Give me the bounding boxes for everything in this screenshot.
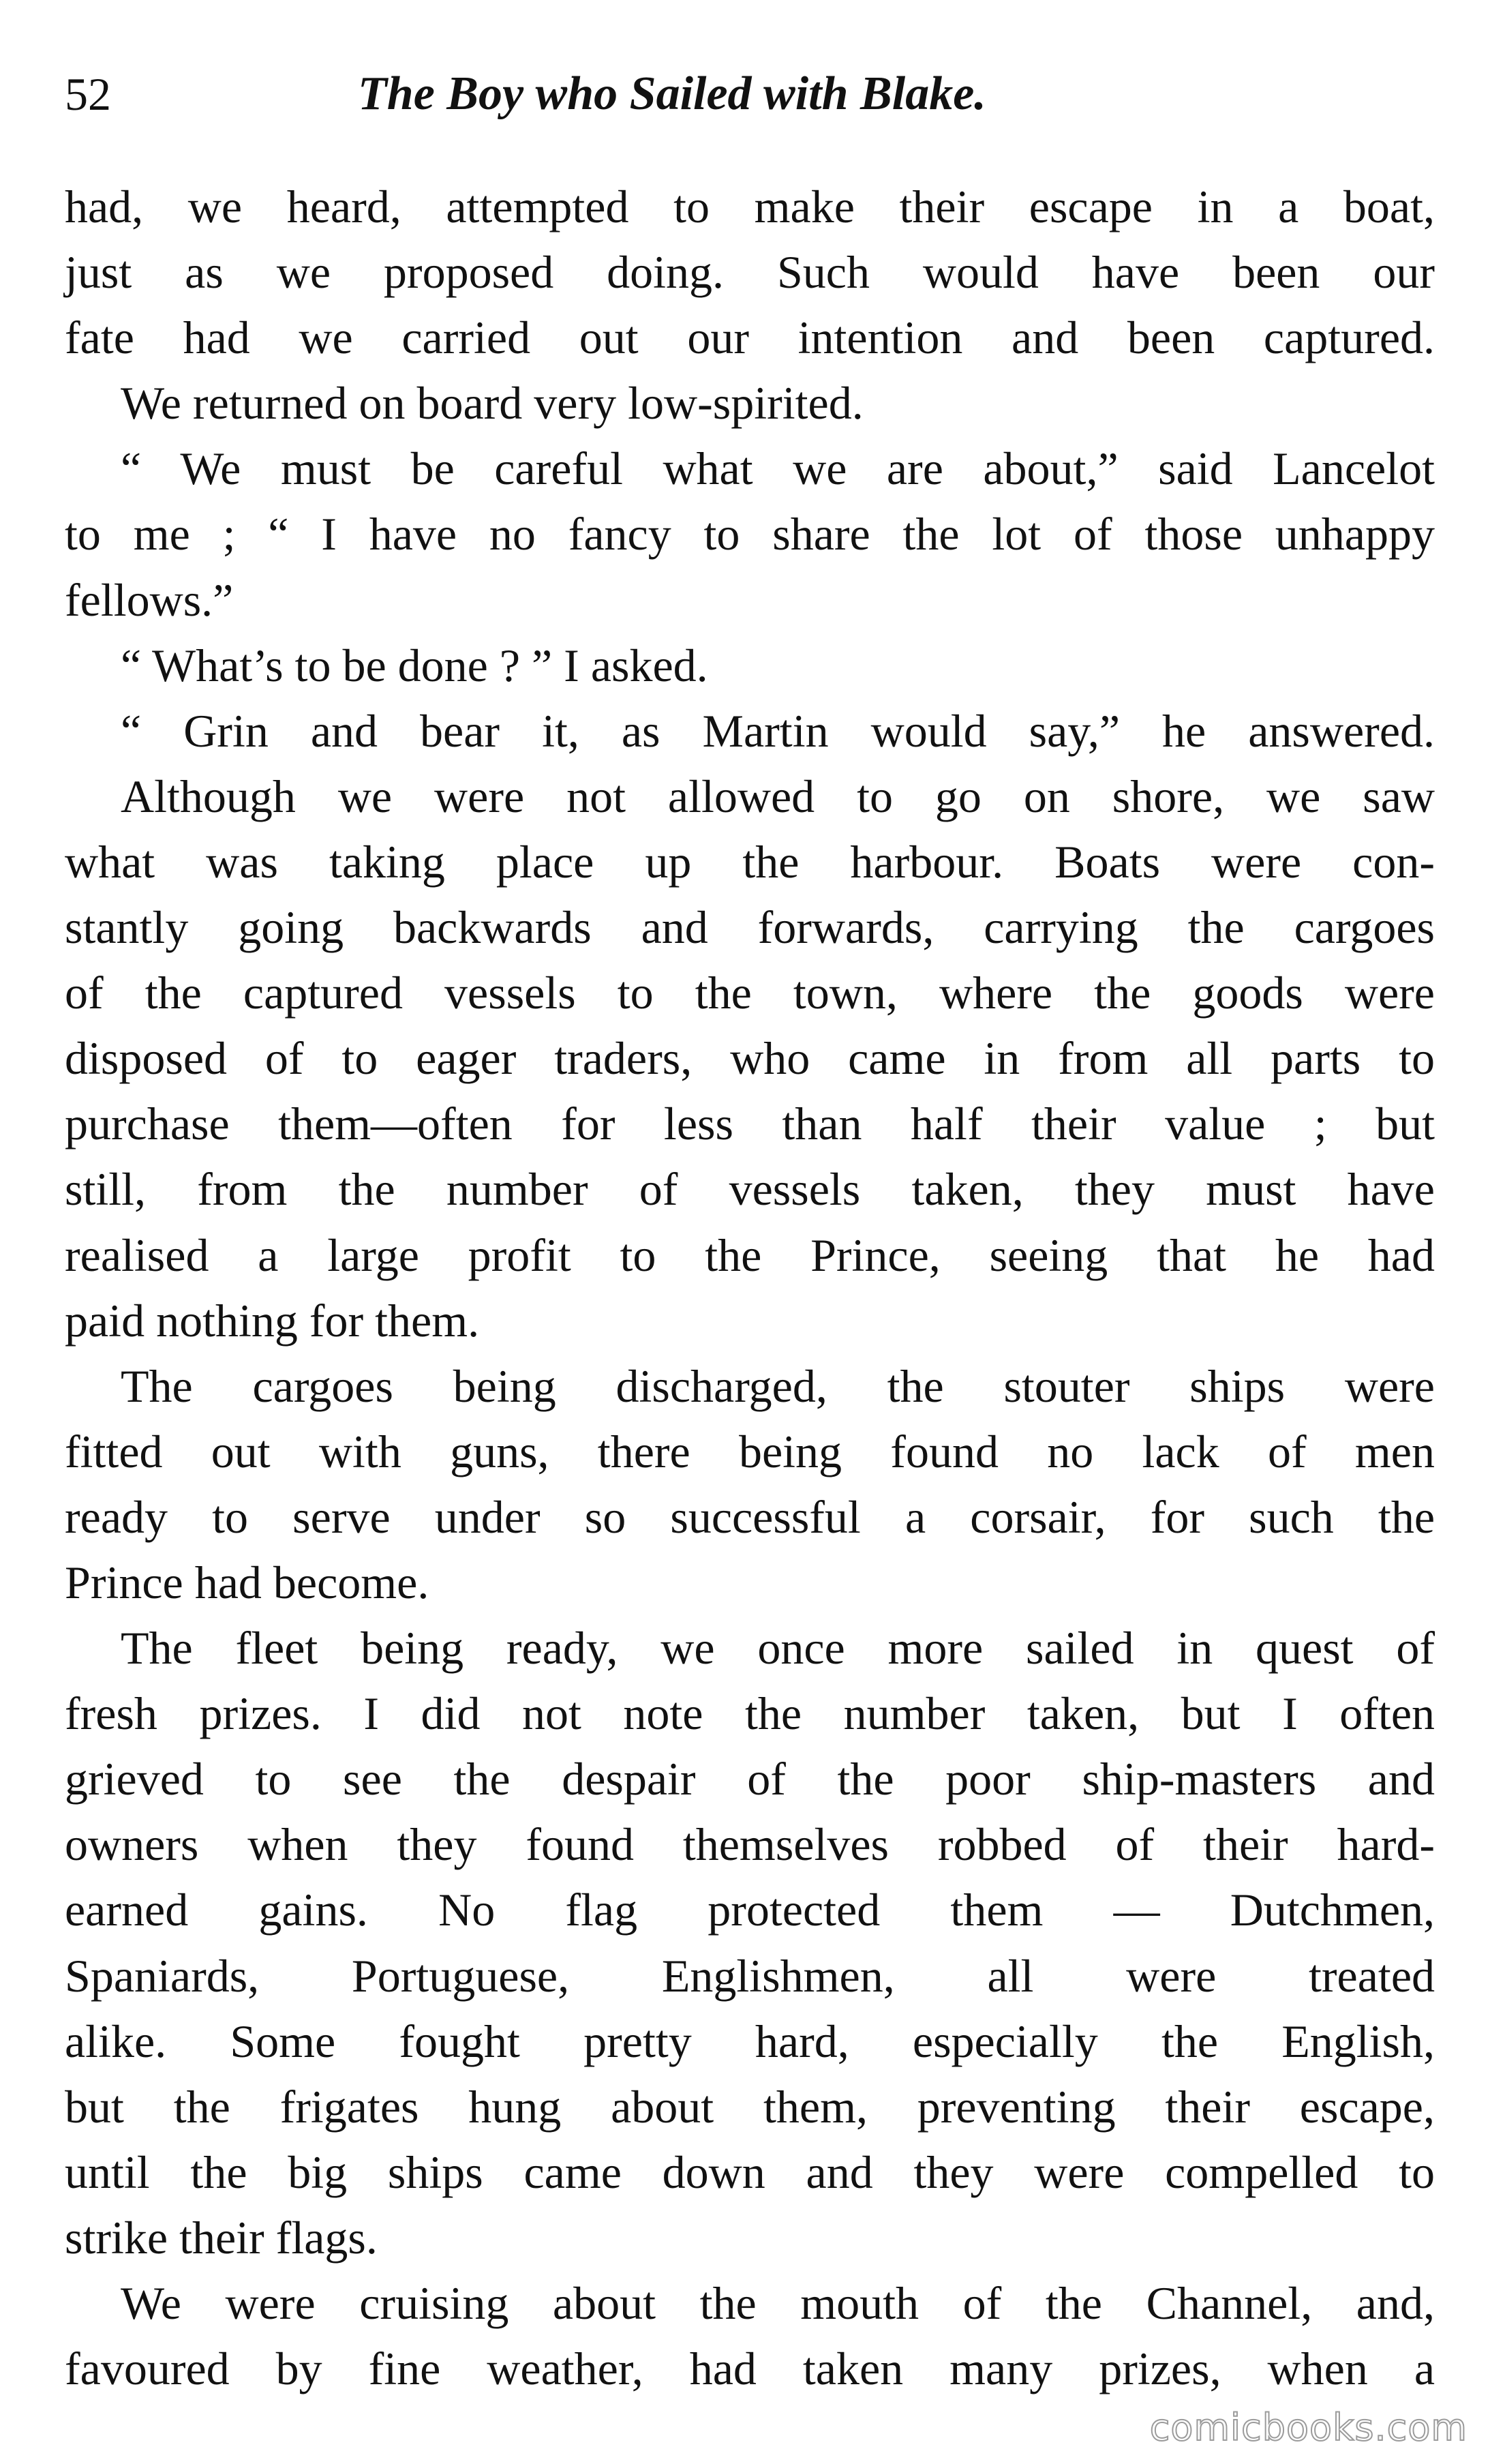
body-text [65, 174, 1435, 2401]
text-line: just as we proposed doing. Such would have been our [65, 246, 1435, 299]
text-line: of the captured vessels to the town, where the goods were [65, 967, 1435, 1019]
text-line: realised a large profit to the Prince, seeing that he had [65, 1229, 1435, 1281]
text-line: what was taking place up the harbour. Boats were con- [65, 835, 1435, 888]
text-line: had, we heard, attempted to make their escape in a boat, [65, 181, 1435, 232]
text-line: earned gains. No flag protected them — Dutchmen, [65, 1884, 1435, 1936]
text-line: until the big ships came down and they were compelled to [65, 2146, 1435, 2198]
watermark: comicbooks.com [1149, 2406, 1468, 2449]
text-line: owners when they found themselves robbed of their hard- [65, 1818, 1435, 1871]
text-line: fresh prizes. I did not note the number taken, but I often [65, 1687, 1435, 1740]
text-line: “ Grin and bear it, as Martin would say,” he answered. [121, 704, 1435, 757]
text-line: stantly going backwards and forwards, carrying the cargoes [65, 901, 1435, 954]
text-line: “ We must be careful what we are about,” said Lancelot [121, 442, 1435, 495]
text-line: disposed of to eager traders, who came in from all parts to [65, 1032, 1435, 1085]
text-line: The fleet being ready, we once more sailed in quest of [121, 1622, 1435, 1674]
text-line: but the frigates hung about them, preventing their escape, [65, 2080, 1435, 2133]
text-line: Although we were not allowed to go on shore, we saw [121, 770, 1435, 822]
text-line: alike. Some fought pretty hard, especially the English, [65, 2015, 1435, 2067]
text-line: We were cruising about the mouth of the Channel, and, [121, 2277, 1435, 2329]
text-line: Prince had become. [65, 1556, 429, 1608]
text-line: to me ; “ I have no fancy to share the lot of those unhappy [65, 508, 1435, 560]
text-line: Spaniards, Portuguese, Englishmen, all were treated [65, 1949, 1435, 2002]
text-line: ready to serve under so successful a corsair, for such the [65, 1490, 1435, 1543]
text-line: favoured by fine weather, had taken many prizes, when a [65, 2343, 1435, 2395]
text-line: The cargoes being discharged, the stouter ships were [121, 1359, 1435, 1412]
text-line: fellows.” [65, 573, 234, 626]
text-line: purchase them—often for less than half their value ; but [65, 1098, 1435, 1150]
text-line: strike their flags. [65, 2211, 378, 2264]
text-line: fitted out with guns, there being found no lack of men [65, 1425, 1435, 1477]
text-line: grieved to see the despair of the poor ship-masters and [65, 1753, 1435, 1805]
text-line: “ What’s to be done ? ” I asked. [121, 639, 708, 691]
page-number: 52 [65, 68, 111, 120]
running-head [65, 60, 1435, 128]
text-line: paid nothing for them. [65, 1294, 480, 1347]
text-line: fate had we carried out our intention and been captured. [65, 312, 1435, 364]
text-line: We returned on board very low-spirited. [121, 377, 864, 430]
running-title: The Boy who Sailed with Blake. [358, 67, 986, 120]
text-line: still, from the number of vessels taken, they must have [65, 1163, 1435, 1216]
